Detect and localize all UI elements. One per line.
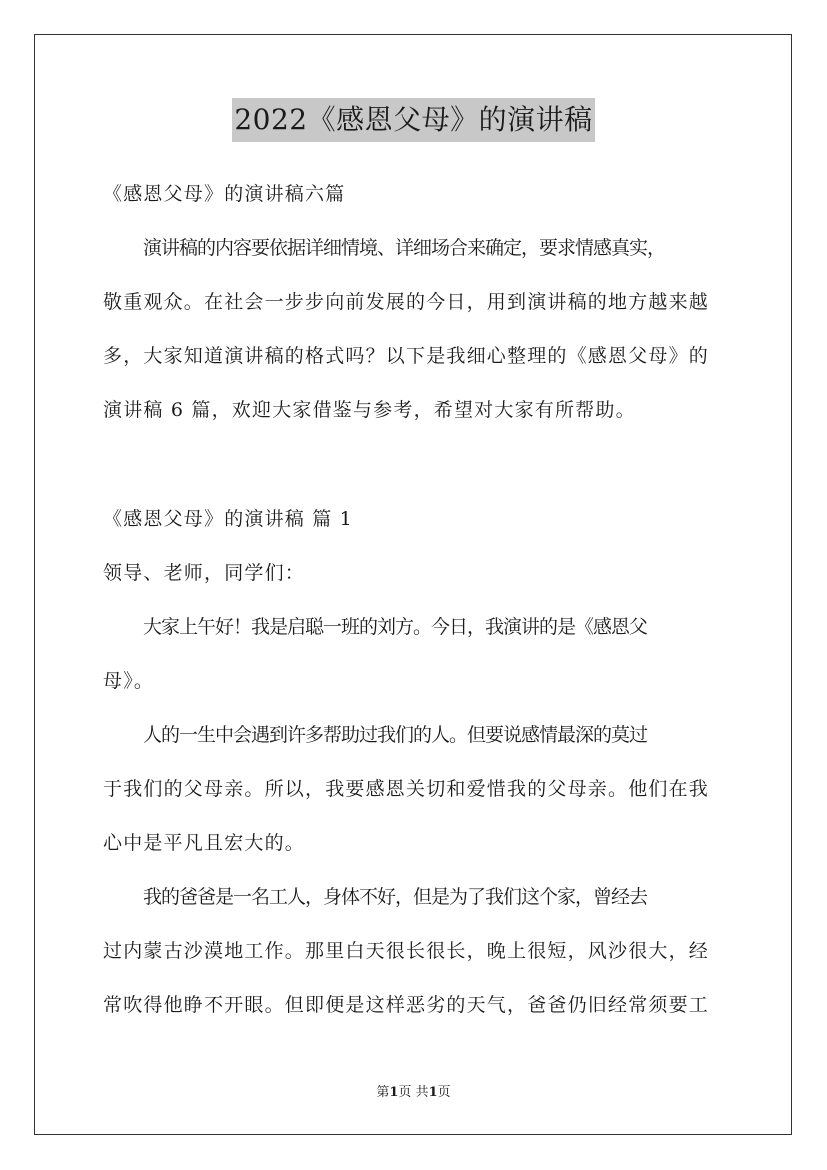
- paragraph-line: 我的爸爸是一名工人，身体不好，但是为了我们这个家，曾经去: [143, 886, 648, 908]
- title-block: [0, 98, 827, 142]
- footer-page-prefix: 第: [376, 1085, 390, 1100]
- paragraph-line: 心中是平凡且宏大的。: [103, 832, 306, 854]
- paragraph-line: 大家上午好！我是启聪一班的刘方。今日，我演讲的是《感恩父: [143, 616, 648, 638]
- paragraph-line: 母》。: [103, 670, 155, 692]
- paragraph-line: 于我们的父母亲。所以，我要感恩关切和爱惜我的父母亲。他们在我: [103, 778, 710, 800]
- document-title: 2022《感恩父母》的演讲稿: [232, 98, 594, 142]
- footer-page-mid: 页 共: [398, 1085, 429, 1100]
- paragraph-line: 人的一生中会遇到许多帮助过我们的人。但要说感情最深的莫过: [143, 724, 648, 746]
- paragraph-line: 常吹得他睁不开眼。但即便是这样恶劣的天气，爸爸仍旧经常须要工: [103, 994, 710, 1016]
- paragraph-line: 过内蒙古沙漠地工作。那里白天很长很长，晚上很短，风沙很大，经: [103, 940, 710, 962]
- page-footer: [0, 1084, 827, 1102]
- paragraph-line: 演讲稿的内容要依据详细情境、详细场合来确定，要求情感真实，: [143, 237, 666, 259]
- section-heading: 《感恩父母》的演讲稿 篇 1: [103, 508, 353, 530]
- subtitle-line: 《感恩父母》的演讲稿六篇: [103, 183, 346, 205]
- paragraph-line: 多，大家知道演讲稿的格式吗？以下是我细心整理的《感恩父母》的: [103, 345, 710, 367]
- paragraph-line: 演讲稿 6 篇，欢迎大家借鉴与参考，希望对大家有所帮助。: [103, 399, 636, 421]
- footer-total-pages: 1: [428, 1085, 438, 1100]
- footer-page-suffix: 页: [437, 1085, 451, 1100]
- salutation-line: 领导、老师，同学们：: [103, 562, 306, 584]
- paragraph-line: 敬重观众。在社会一步步向前发展的今日，用到演讲稿的地方越来越: [103, 291, 710, 313]
- footer-page-number: 1: [389, 1085, 399, 1100]
